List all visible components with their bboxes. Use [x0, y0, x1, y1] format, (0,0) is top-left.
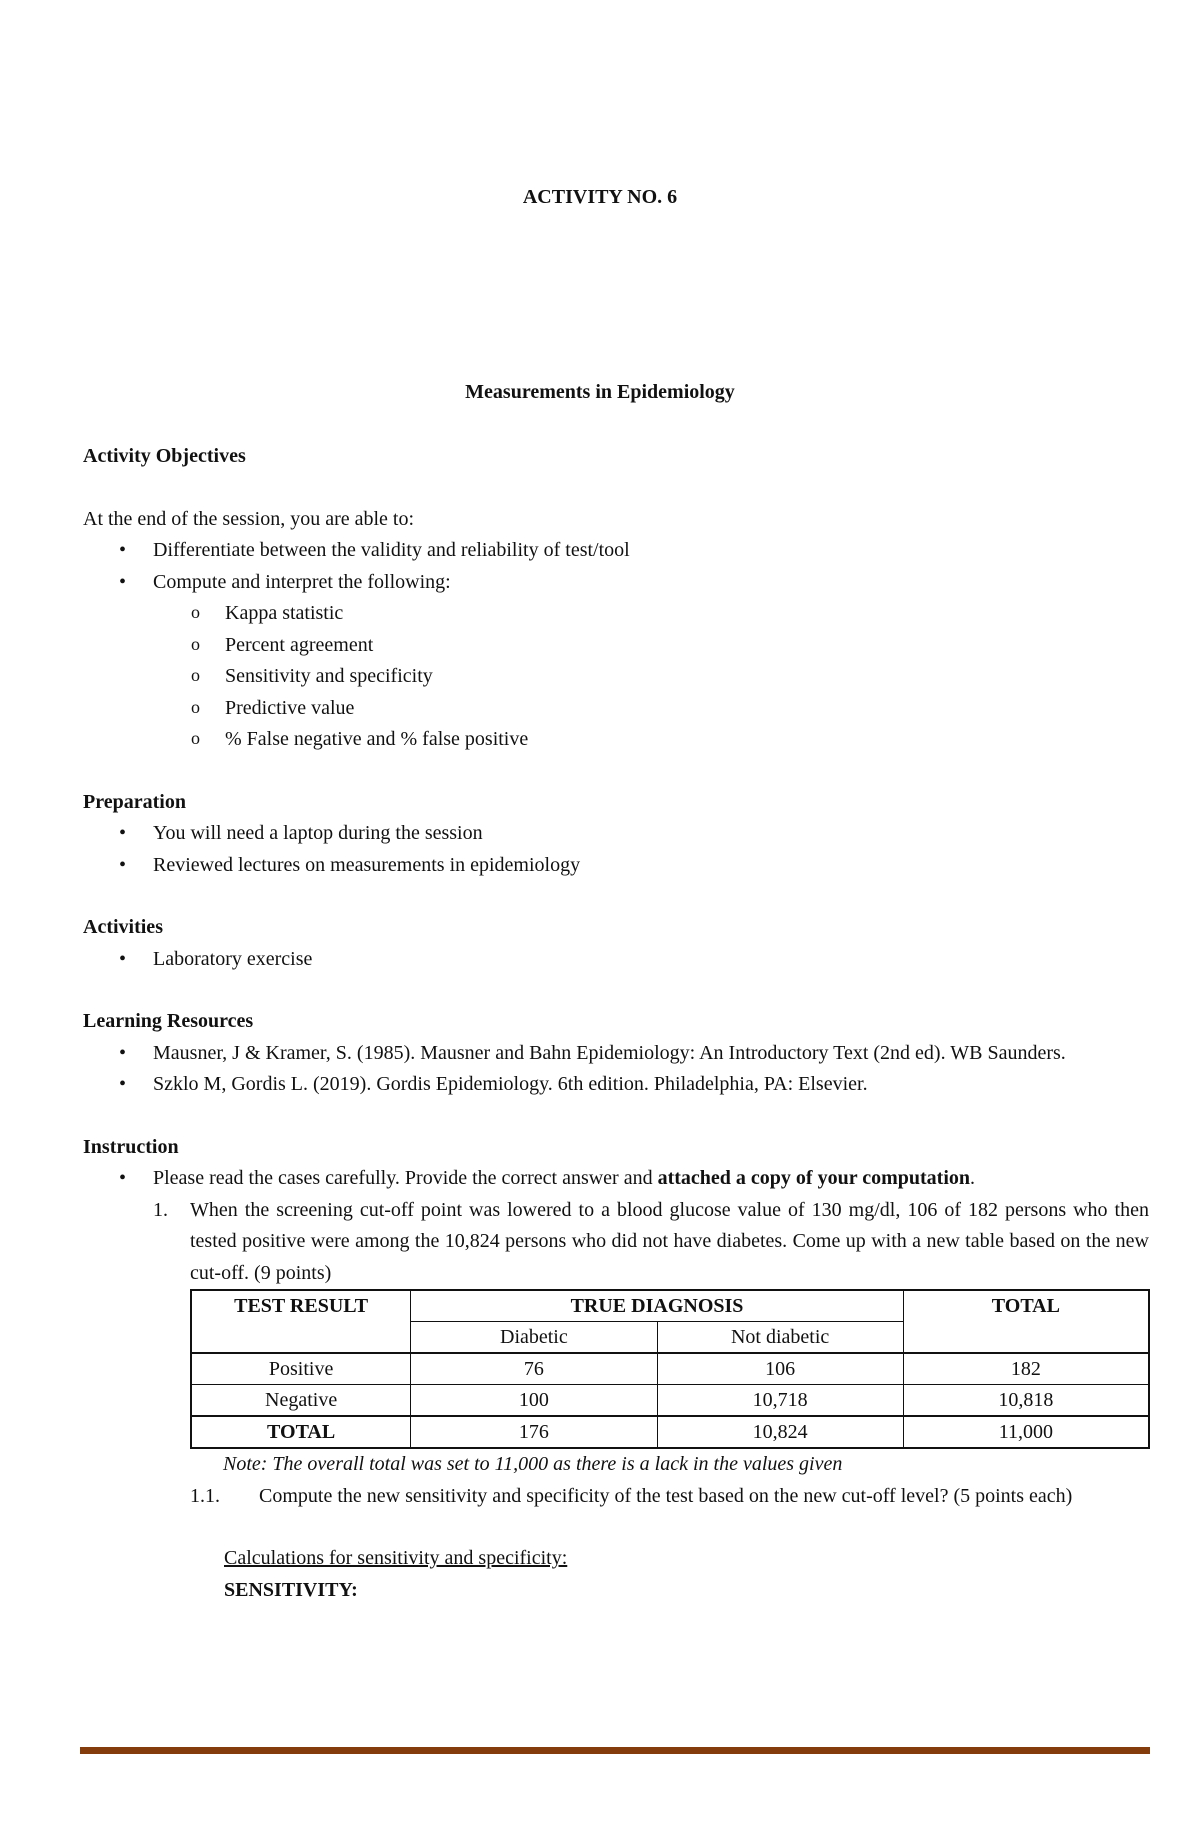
- instruction-heading: Instruction: [83, 1135, 179, 1158]
- list-item: o % False negative and % false positive: [83, 724, 1149, 756]
- sensitivity-label: SENSITIVITY:: [224, 1578, 358, 1601]
- resources-heading: Learning Resources: [83, 1010, 254, 1032]
- list-item: o Percent agreement: [83, 630, 1149, 662]
- calculations-section: [83, 1543, 1149, 1606]
- list-item: • Compute and interpret the following:: [83, 567, 1149, 599]
- question-1-1: 1.1. Compute the new sensitivity and specificity of the test based on the new cut-off level? (5 points each): [190, 1484, 1073, 1507]
- bold-emphasis: attached a copy of your computation: [657, 1167, 970, 1189]
- list-item: o Sensitivity and specificity: [83, 661, 1149, 693]
- table-header-test-result: TEST RESULT: [191, 1290, 411, 1353]
- footer-divider: [80, 1747, 1150, 1754]
- list-item: • Reviewed lectures on measurements in epidemiology: [83, 850, 1149, 882]
- table-header-total: TOTAL: [903, 1290, 1149, 1353]
- list-item: • Laboratory exercise: [83, 944, 1149, 976]
- objectives-heading: Activity Objectives: [83, 445, 246, 467]
- table-note: Note: The overall total was set to 11,000 as there is a lack in the values given: [223, 1453, 843, 1475]
- resources-list: [83, 1038, 1149, 1101]
- activities-heading: Activities: [83, 916, 163, 938]
- list-item: • Differentiate between the validity and reliability of test/tool: [83, 535, 1149, 567]
- list-item: o Kappa statistic: [83, 598, 1149, 630]
- table-row: Negative 100 10,718 10,818: [191, 1385, 1149, 1417]
- table-row: TOTAL 176 10,824 11,000: [191, 1416, 1149, 1448]
- list-item: • Szklo M, Gordis L. (2019). Gordis Epidemiology. 6th edition. Philadelphia, PA: Elsevier.: [83, 1069, 1149, 1101]
- preparation-heading: Preparation: [83, 790, 186, 813]
- objectives-sublist: [83, 598, 1149, 756]
- objectives-intro: At the end of the session, you are able to:: [83, 507, 415, 530]
- document-body: [83, 441, 1149, 1606]
- activities-list: [83, 944, 1149, 976]
- table-header-diabetic: Diabetic: [411, 1322, 657, 1354]
- list-item: • Please read the cases carefully. Provide the correct answer and attached a copy of your computation.: [83, 1163, 1149, 1195]
- objectives-list: [83, 535, 1149, 598]
- question-1: 1. When the screening cut-off point was lowered to a blood glucose value of 130 mg/dl, 106 of 182 persons who then tested positive were among the 10,824 persons who did not have diabetes. Come up with a new table based on the new cut-off. (9 points): [153, 1198, 1149, 1284]
- table-row: Positive 76 106 182: [191, 1353, 1149, 1385]
- activity-title: ACTIVITY NO. 6: [522, 186, 678, 208]
- table-header-true-diagnosis: TRUE DIAGNOSIS: [411, 1290, 904, 1322]
- preparation-list: [83, 818, 1149, 881]
- list-item: • Mausner, J & Kramer, S. (1985). Mausner and Bahn Epidemiology: An Introductory Text (2nd ed). WB Saunders.: [83, 1038, 1149, 1070]
- document-subtitle: Measurements in Epidemiology: [465, 381, 735, 403]
- diagnosis-table: [190, 1289, 1150, 1449]
- instruction-list: [83, 1163, 1149, 1195]
- calculations-heading: Calculations for sensitivity and specificity:: [224, 1547, 568, 1569]
- list-item: • You will need a laptop during the session: [83, 818, 1149, 850]
- table-header-not-diabetic: Not diabetic: [657, 1322, 903, 1354]
- list-item: o Predictive value: [83, 693, 1149, 725]
